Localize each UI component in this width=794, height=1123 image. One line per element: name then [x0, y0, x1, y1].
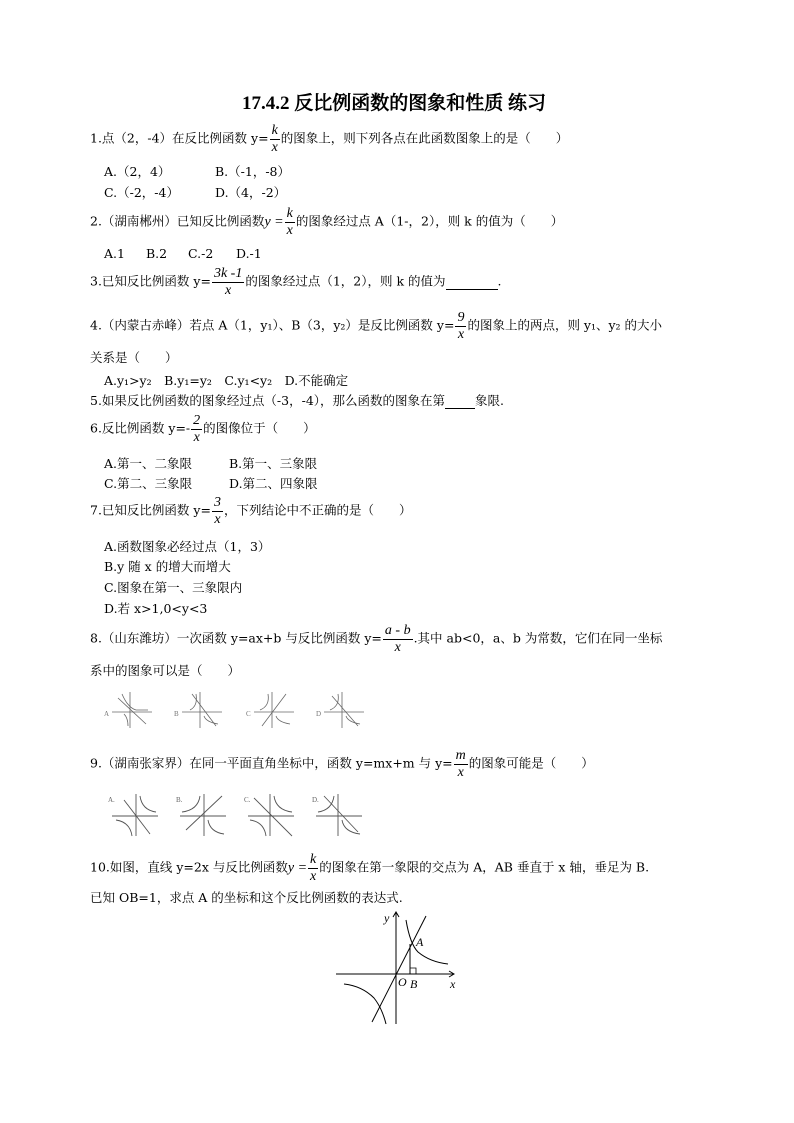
q9-figure-b[interactable]	[180, 794, 226, 836]
q9-fraction: $\frac{m}{x}$	[455, 748, 466, 780]
q1-option-c: C.（-2，-4）	[104, 185, 179, 200]
q9-figure-c[interactable]	[248, 794, 294, 836]
q6-option-a: A.第一、二象限	[104, 456, 193, 471]
y-axis-label: y	[384, 911, 390, 925]
q1-stem-end: 的图象上，则下列各点在此函数图象上的是（ ）	[280, 130, 569, 146]
q2-option-b: B.2	[146, 246, 168, 261]
q7-option-b: B.y 随 x 的增大而增大	[104, 559, 231, 574]
q7-fraction: $\frac{3}{x}$	[213, 495, 221, 527]
page-title: 17.4.2 反比例函数的图象和性质 练习	[242, 93, 547, 114]
q1-option-b: B.（-1，-8）	[215, 164, 291, 179]
q9-stem: 9.（湖南张家界）在同一平面直角坐标中，函数 y=mx+m 与 y=	[90, 755, 453, 771]
question-6	[90, 413, 316, 445]
q3-stem-end: 的图象经过点（1，2），则 k 的值为	[245, 273, 446, 289]
q3-stem: 3.已知反比例函数 y=	[90, 273, 211, 289]
hyperbola-branch-q3	[344, 984, 386, 1024]
q8-stem-line2: 系中的图象可以是（ ）	[90, 663, 241, 678]
question-4	[90, 310, 662, 342]
q7-option-d: D.若 x>1,0<y<3	[104, 601, 208, 616]
q8-fraction: $\frac{a - b}{x}$	[384, 623, 411, 655]
q9-figure-d[interactable]	[316, 794, 362, 836]
q1-fraction: $\frac{k}{x}$	[271, 123, 278, 155]
q10-stem-end: 的图象在第一象限的交点为 A，AB 垂直于 x 轴，垂足为 B.	[319, 859, 650, 875]
question-5	[90, 391, 504, 409]
question-8	[90, 623, 662, 655]
q8-label-d: D	[316, 710, 322, 718]
q5-stem-end: 象限.	[475, 393, 505, 408]
q3-fraction: $\frac{3k -1}{x}$	[213, 266, 243, 298]
q7-stem-end: ，下列结论中不正确的是（ ）	[223, 502, 412, 518]
right-angle-mark	[410, 968, 416, 974]
q9-label-d: D.	[312, 796, 319, 804]
question-7	[90, 495, 411, 527]
q9-label-c: C.	[244, 796, 251, 804]
q9-option-figures	[102, 790, 372, 840]
question-3	[90, 266, 502, 298]
q5-stem: 5.如果反比例函数的图象经过点（-3，-4），那么函数的图象在第	[90, 393, 446, 408]
q6-option-d: D.第二、四象限	[229, 476, 318, 491]
q4-fraction: $\frac{9}{x}$	[457, 310, 465, 342]
line-y-2x	[372, 916, 426, 1022]
q8-figure-d[interactable]	[324, 692, 364, 728]
q2-fraction: $\frac{k}{x}$	[286, 206, 293, 238]
q8-option-figures	[100, 686, 380, 731]
q10-stem-line2: 已知 OB=1，求点 A 的坐标和这个反比例函数的表达式.	[90, 890, 403, 905]
q4-stem-line2: 关系是（ ）	[90, 350, 178, 365]
point-a-label: A	[416, 935, 424, 949]
q1-option-d: D.（4，-2）	[215, 185, 287, 200]
q8-stem: 8.（山东潍坊）一次函数 y=ax+b 与反比例函数 y=	[90, 630, 382, 646]
q6-fraction: $\frac{2}{x}$	[193, 413, 201, 445]
q1-option-a: A.（2，4）	[104, 164, 171, 179]
q4-stem: 4.（内蒙古赤峰）若点 A（1，y₁）、B（3，y₂）是反比例函数 y=	[90, 317, 455, 333]
q10-stem: 10.如图，直线 y=2x 与反比例函数	[90, 859, 288, 875]
q9-figure-a[interactable]	[112, 794, 158, 836]
q5-answer-blank[interactable]	[445, 393, 475, 409]
q8-label-b: B	[174, 710, 179, 718]
question-1	[90, 123, 568, 155]
point-b-label: B	[410, 977, 418, 991]
q8-figure-b[interactable]	[182, 692, 222, 728]
q8-label-c: C	[246, 710, 251, 718]
q10-figure	[330, 906, 470, 1030]
question-10	[90, 852, 649, 884]
q6-stem: 6.反比例函数 y=-	[90, 420, 191, 436]
q9-stem-end: 的图象可能是（ ）	[468, 755, 594, 771]
q2-option-a: A.1	[104, 246, 125, 261]
q9-label-b: B.	[176, 796, 183, 804]
q9-label-a: A.	[108, 796, 115, 804]
question-9	[90, 748, 594, 780]
q2-option-c: C.-2	[188, 246, 214, 261]
q1-stem: 1.点（2，-4）在反比例函数 y=	[90, 130, 269, 146]
q3-answer-blank[interactable]	[446, 274, 498, 290]
x-axis-label: x	[450, 977, 456, 991]
origin-label: O	[398, 975, 407, 989]
q6-option-b: B.第一、三象限	[229, 456, 318, 471]
q10-fraction: $\frac{k}{x}$	[310, 852, 317, 884]
q4-options: A.y₁>y₂ B.y₁=y₂ C.y₁<y₂ D.不能确定	[104, 373, 349, 388]
q10-lhs: y =	[287, 860, 308, 876]
q8-figure-c[interactable]	[254, 692, 294, 728]
q7-option-c: C.图象在第一、三象限内	[104, 580, 243, 595]
q8-label-a: A	[104, 710, 110, 718]
q3-period: .	[497, 273, 502, 289]
q8-stem-end: .其中 ab<0，a、b 为常数，它们在同一坐标	[413, 630, 663, 646]
q8-figure-a[interactable]	[112, 692, 152, 728]
question-2	[90, 206, 563, 238]
q2-stem-end: 的图象经过点 A（1-，2），则 k 的值为（ ）	[295, 213, 564, 229]
q7-option-a: A.函数图象必经过点（1，3）	[104, 539, 271, 554]
q7-stem: 7.已知反比例函数 y=	[90, 502, 211, 518]
hyperbola-branch-q1	[406, 920, 448, 964]
q2-stem: 2.（湖南郴州）已知反比例函数	[90, 213, 265, 229]
q2-option-d: D.-1	[236, 246, 262, 261]
q6-option-c: C.第二、三象限	[104, 476, 193, 491]
q6-stem-end: 的图像位于（ ）	[203, 420, 316, 436]
q4-stem-end: 的图象上的两点，则 y₁、y₂ 的大小	[467, 317, 663, 333]
q2-lhs: y =	[264, 214, 284, 230]
